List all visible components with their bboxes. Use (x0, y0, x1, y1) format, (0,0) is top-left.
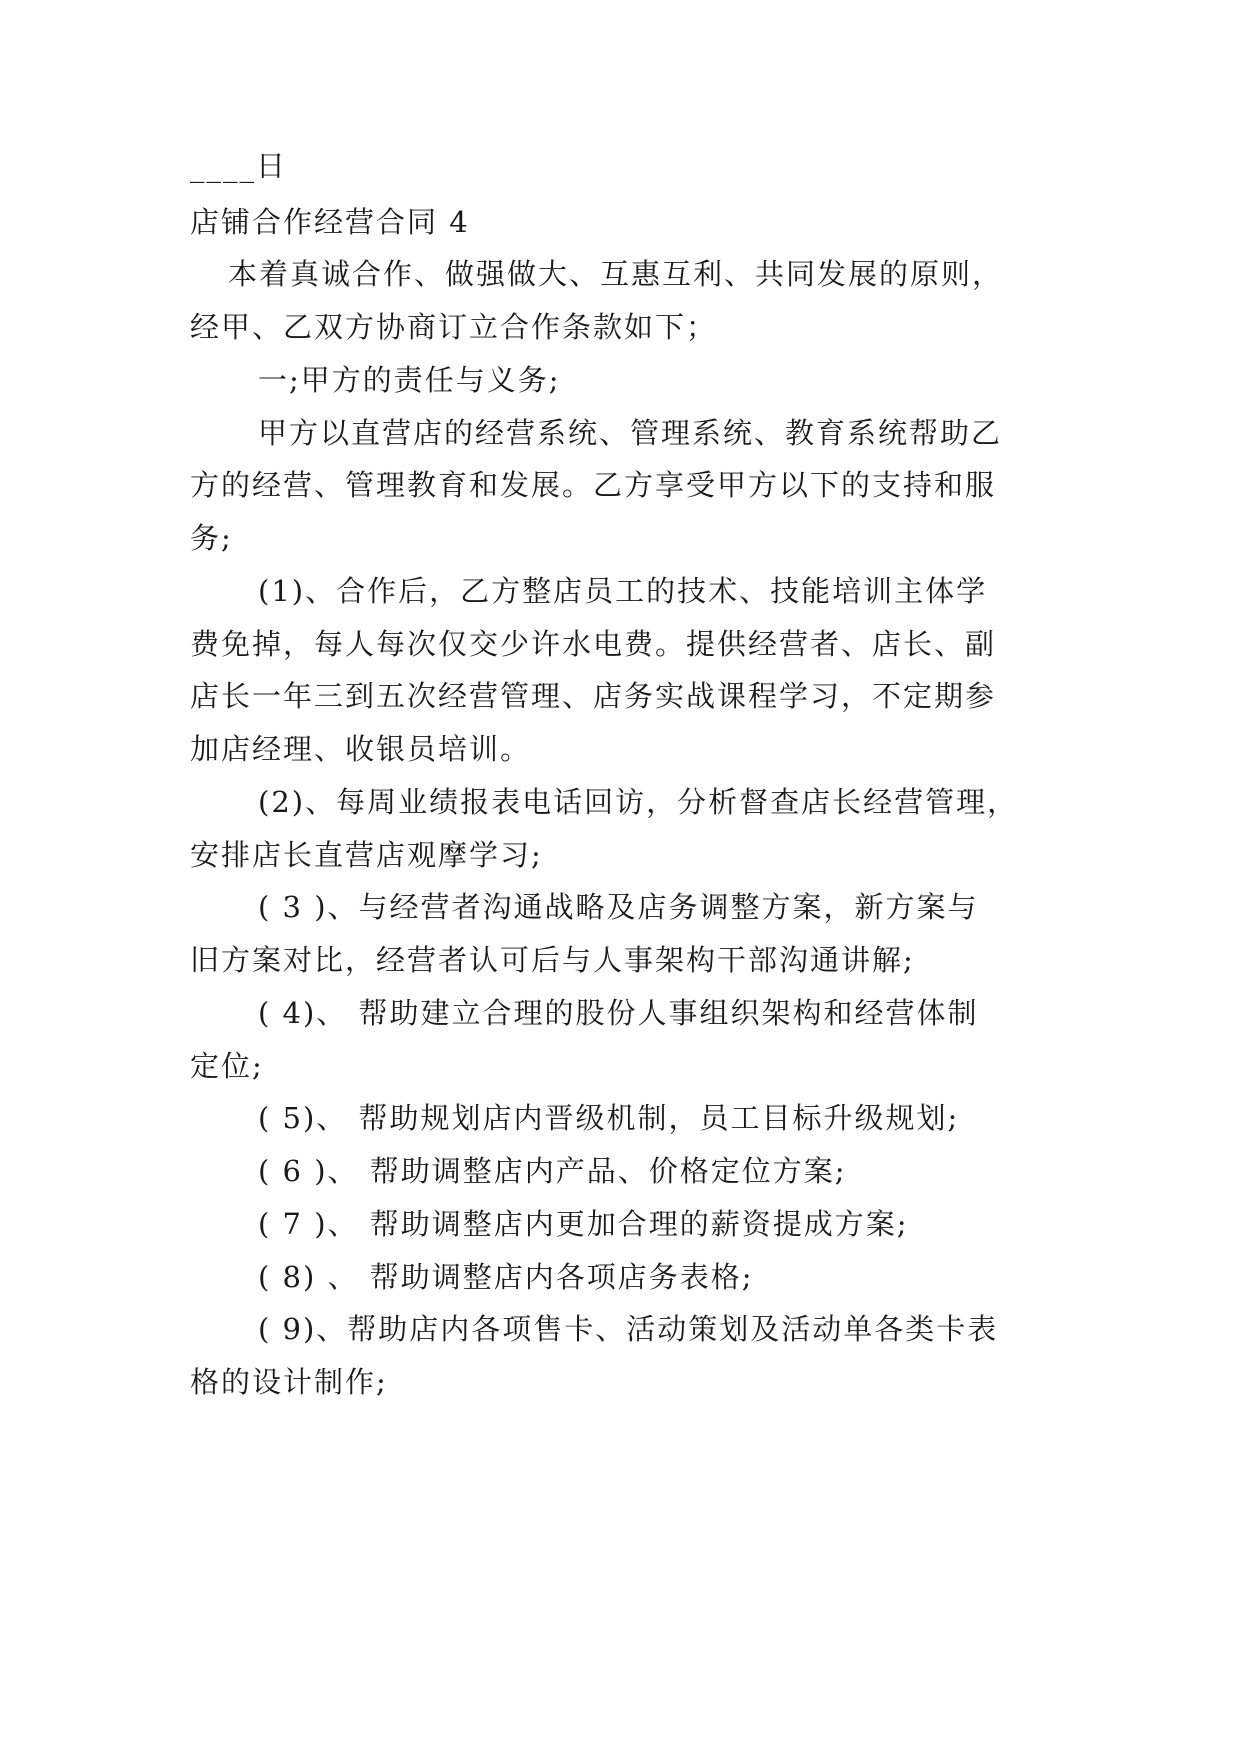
paragraph-line: 甲方以直营店的经营系统、管理系统、教育系统帮助乙 (258, 416, 1003, 450)
date-fragment: ____日 (190, 149, 288, 183)
section-heading: 一;甲方的责任与义务; (258, 363, 561, 397)
paragraph-line: ( 4)、 帮助建立合理的股份人事组织架构和经营体制 (258, 996, 979, 1030)
paragraph-line: 务; (190, 521, 233, 555)
paragraph-line: 加店经理、收银员培训。 (190, 732, 532, 766)
paragraph-line: ( 7 )、 帮助调整店内更加合理的薪资提成方案; (258, 1207, 909, 1241)
paragraph-line: ( 9)、帮助店内各项售卡、活动策划及活动单各类卡表 (258, 1312, 999, 1346)
paragraph-line: 方的经营、管理教育和发展。乙方享受甲方以下的支持和服 (190, 468, 997, 502)
paragraph-line: (2)、每周业绩报表电话回访，分析督查店长经营管理， (258, 785, 1019, 819)
paragraph-line: ( 3 )、与经营者沟通战略及店务调整方案，新方案与 (258, 890, 979, 924)
paragraph-line: 格的设计制作; (190, 1365, 388, 1399)
paragraph-line: 费免掉，每人每次仅交少许水电费。提供经营者、店长、副 (190, 627, 997, 661)
paragraph-line: 定位; (190, 1049, 264, 1083)
paragraph-line: 店长一年三到五次经营管理、店务实战课程学习，不定期参 (190, 679, 997, 713)
paragraph-line: 安排店长直营店观摩学习; (190, 838, 543, 872)
paragraph-line: 经甲、乙双方协商订立合作条款如下； (190, 310, 718, 344)
document-title: 店铺合作经营合同 4 (190, 205, 470, 239)
paragraph-line: ( 8) 、 帮助调整店内各项店务表格; (258, 1260, 754, 1294)
paragraph-line: ( 5)、 帮助规划店内晋级机制，员工目标升级规划; (258, 1101, 960, 1135)
paragraph-line: 本着真诚合作、做强做大、互惠互利、共同发展的原则， (228, 257, 1004, 291)
paragraph-line: ( 6 )、 帮助调整店内产品、价格定位方案; (258, 1154, 847, 1188)
paragraph-line: (1)、合作后，乙方整店员工的技术、技能培训主体学 (258, 574, 988, 608)
paragraph-line: 旧方案对比，经营者认可后与人事架构干部沟通讲解; (190, 943, 915, 977)
